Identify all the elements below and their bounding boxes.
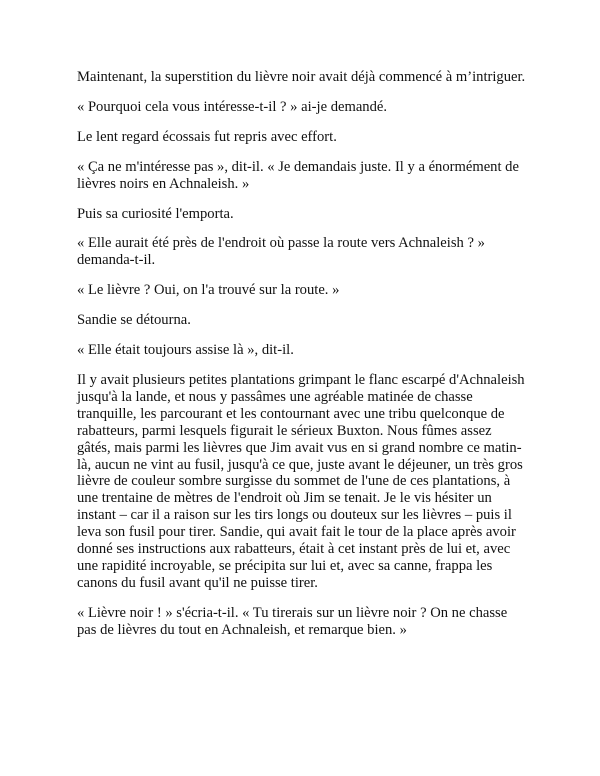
paragraph: « Lièvre noir ! » s'écria-t-il. « Tu tirerais sur un lièvre noir ? On ne chasse pas de lièvres du tout en Achnaleish, et remarque bien. »	[77, 604, 508, 638]
paragraph: « Le lièvre ? Oui, on l'a trouvé sur la route. »	[77, 282, 340, 299]
paragraph: Il y avait plusieurs petites plantations grimpant le flanc escarpé d'Achnaleish jusqu'à la lande, et nous y passâmes une agréable matinée de chasse tranquille, les parcourant et les contournant avec une tribu quelconque de rabatteurs, parmi lesquels figurait le sérieux Buxton. Nous fûmes assez gâtés, mais parmi les lièvres que Jim avait vus en si grand nombre ce matin-là, aucun ne vint au fusil, jusqu'à ce que, juste avant le déjeuner, un très gros lièvre de couleur sombre surgisse du sommet de l'une de ces plantations, à une trentaine de mètres de l'endroit où Jim se tenait. Je le vis hésiter un instant – car il a raison sur les tirs longs ou douteux sur les lièvres – puis il leva son fusil pour tirer. Sandie, qui avait fait le tour de la place après avoir donné ses instructions aux rabatteurs, était à cet instant près de lui et, avec une rapidité incroyable, se précipita sur lui et, avec sa canne, frappa les canons du fusil avant qu'il ne puisse tirer.	[77, 371, 525, 591]
paragraph: « Pourquoi cela vous intéresse-t-il ? » ai-je demandé.	[77, 98, 388, 115]
paragraph: Puis sa curiosité l'emporta.	[77, 205, 234, 222]
paragraph: Maintenant, la superstition du lièvre noir avait déjà commencé à m’intriguer.	[77, 69, 526, 85]
paragraph: Sandie se détourna.	[77, 312, 191, 329]
paragraph: « Elle aurait été près de l'endroit où passe la route vers Achnaleish ? » demanda-t-il.	[77, 235, 485, 269]
paragraph: « Ça ne m'intéresse pas », dit-il. « Je demandais juste. Il y a énormément de lièvres noirs en Achnaleish. »	[77, 158, 519, 192]
paragraph: « Elle était toujours assise là », dit-il.	[77, 342, 294, 359]
paragraph: Le lent regard écossais fut repris avec effort.	[77, 128, 337, 145]
document-page	[77, 69, 527, 652]
